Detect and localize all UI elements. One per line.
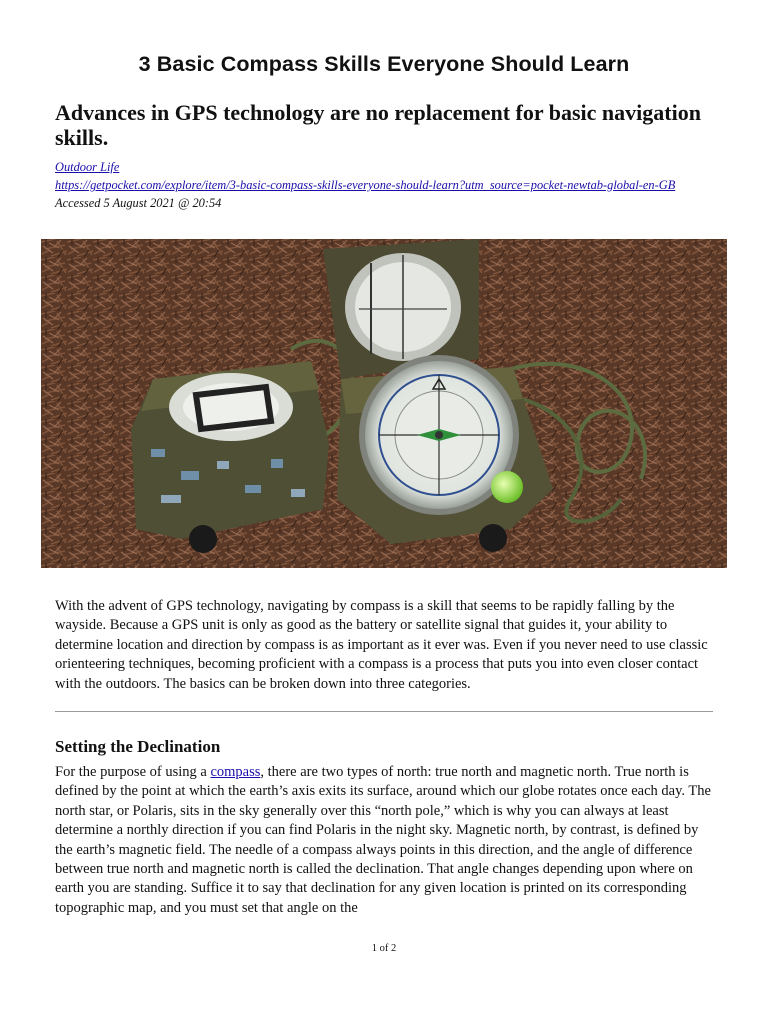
section-paragraph [55,763,717,918]
source-url-link[interactable]: https://getpocket.com/explore/item/3-basic-compass-skills-everyone-should-learn?utm_source=pocket-newtab-global-en-GB [55,178,676,192]
article-metadata [55,158,755,212]
section-text-after-link: , there are two types of north: true north and magnetic north. True north is defined by the point at which the earth’s axis exits its surface, around which our globe rotates once each day. The north star, or Polaris, sits in the sky generally over this “north pole,” which is why you can always at least determine a northly direction if you can find Polaris in the night sky. Magnetic north, by contrast, is defined by the earth’s magnetic field. The needle of a compass always points in this direction, and the angle of difference between true north and magnetic north is called the declination. That angle changes depending upon where on earth you are standing. Suffice it to say that declination for any given location is printed on its corresponding topographic map, and you must set that angle on the [55,764,711,916]
accessed-date: Accessed 5 August 2021 @ 20:54 [55,196,222,210]
section-text-before-link: For the purpose of using a [55,764,211,780]
section-divider [55,711,713,712]
source-name-link[interactable]: Outdoor Life [55,160,120,174]
article-headline: Advances in GPS technology are no replacement for basic navigation skills. [55,100,701,150]
page-number: 1 of 2 [371,943,397,954]
compass-link[interactable]: compass [210,764,261,780]
section-heading: Setting the Declination [55,737,221,756]
compass-photo [41,239,727,568]
document-title: 3 Basic Compass Skills Everyone Should Learn [138,52,630,76]
intro-paragraph: With the advent of GPS technology, navigating by compass is a skill that seems to be rapidly falling by the wayside. Because a GPS unit is only as good as the battery or satellite signal that guides it, your ability to determine location and direction by compass is as important as it ever was. Even if you never need to use classic orienteering techniques, becoming proficient with a compass is a process that puts you into even closer contact with the outdoors. The basics can be broken down into three categories. [55,598,708,692]
